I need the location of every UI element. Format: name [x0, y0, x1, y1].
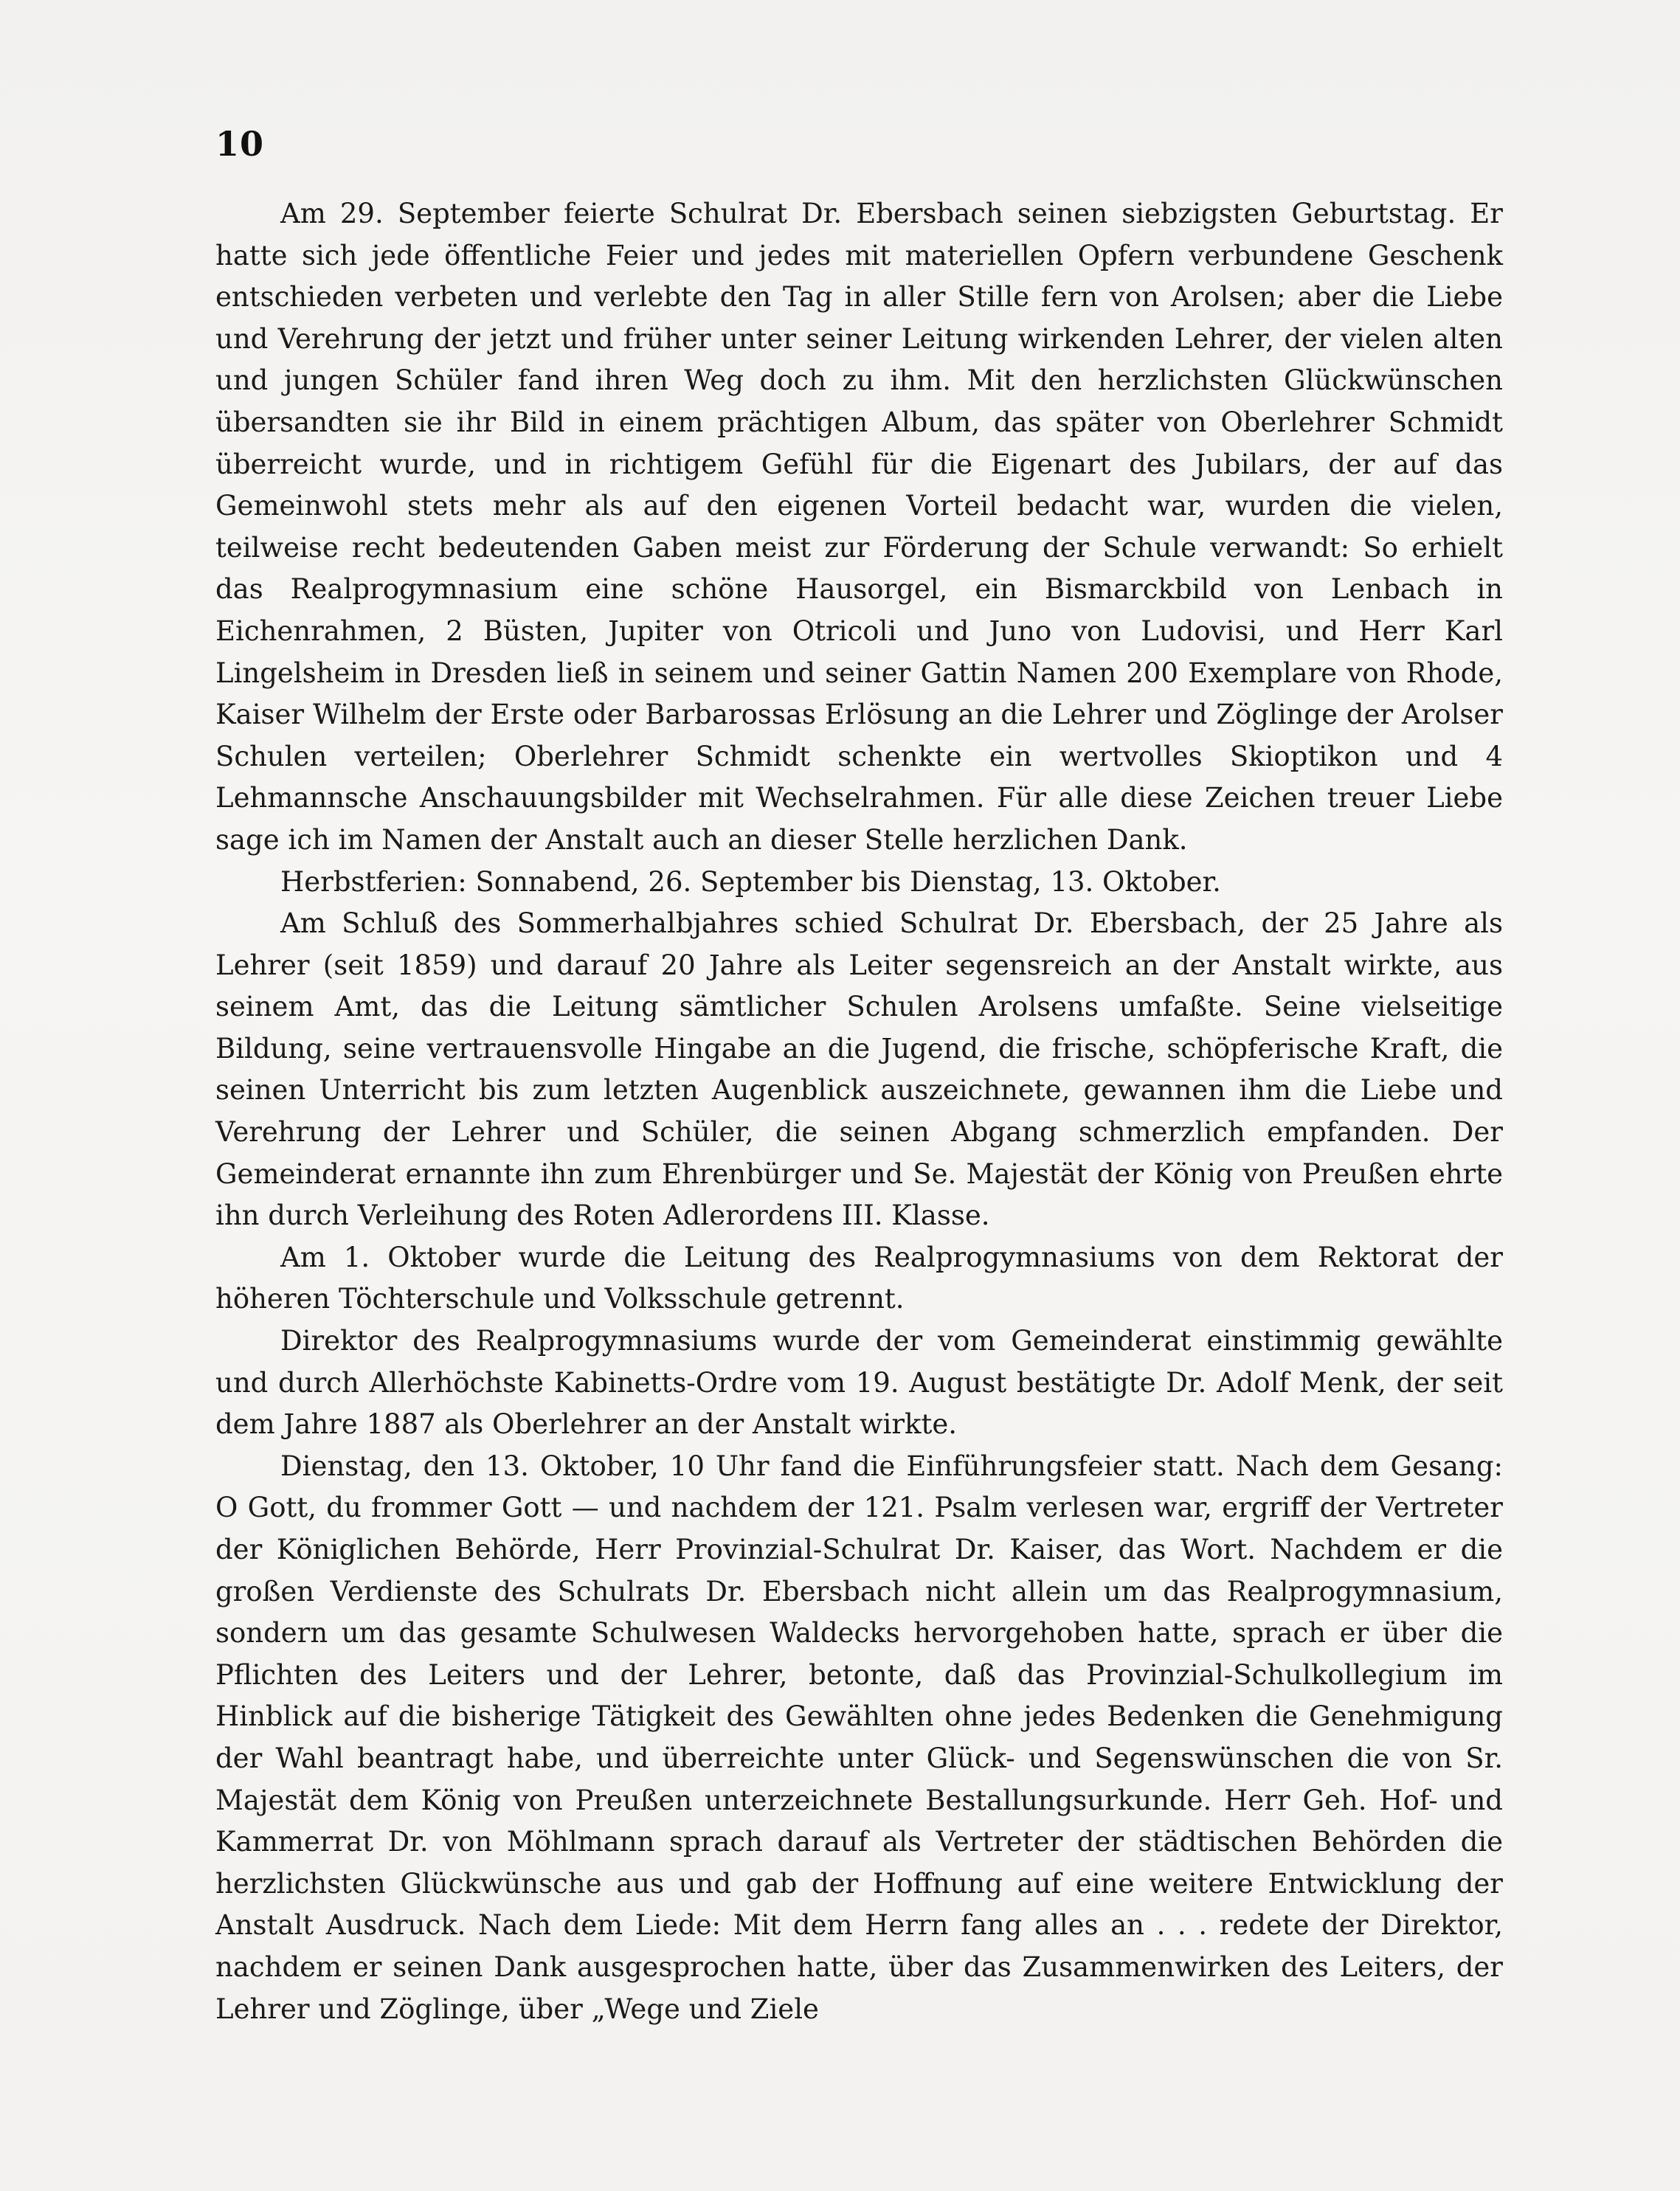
paragraph-birthday: Am 29. September feierte Schulrat Dr. Ebersbach seinen siebzigsten Geburtstag. Er hatte sich jede öffentliche Feier und jedes mit materiellen Opfern verbundene Geschenk entschieden verbeten und verlebte den Tag in aller Stille fern von Arolsen; aber die Liebe und Verehrung der jetzt und früher unter seiner Leitung wirkenden Lehrer, der vielen alten und jungen Schüler fand ihren Weg doch zu ihm. Mit den herzlichsten Glückwünschen übersandten sie ihr Bild in einem prächtigen Album, das später von Oberlehrer Schmidt überreicht wurde, und in richtigem Gefühl für die Eigenart des Jubilars, der auf das Gemeinwohl stets mehr als auf den eigenen Vorteil bedacht war, wurden die vielen, teilweise recht bedeutenden Gaben meist zur Förderung der Schule verwandt: So erhielt das Realprogymnasium eine schöne Hausorgel, ein Bismarckbild von Lenbach in Eichenrahmen, 2 Büsten, Jupiter von Otricoli und Juno von Ludovisi, und Herr Karl Lingelsheim in Dresden ließ in seinem und seiner Gattin Namen 200 Exemplare von Rhode, Kaiser Wilhelm der Erste oder Barbarossas Erlösung an die Lehrer und Zöglinge der Arolser Schulen verteilen; Oberlehrer Schmidt schenkte ein wertvolles Skioptikon und 4 Lehmannsche Anschauungsbilder mit Wechselrahmen. Für alle diese Zeichen treuer Liebe sage ich im Namen der Anstalt auch an dieser Stelle herzlichen Dank. [215, 198, 1503, 856]
paragraph-retirement: Am Schluß des Sommerhalbjahres schied Schulrat Dr. Ebersbach, der 25 Jahre als Lehrer (seit 1859) und darauf 20 Jahre als Leiter segensreich an der Anstalt wirkte, aus seinem Amt, das die Leitung sämtlicher Schulen Arolsens umfaßte. Seine vielseitige Bildung, seine vertrauensvolle Hingabe an die Jugend, die frische, schöpferische Kraft, die seinen Unterricht bis zum letzten Augenblick auszeichnete, gewannen ihm die Liebe und Verehrung der Lehrer und Schüler, die seinen Abgang schmerzlich empfanden. Der Gemeinderat ernannte ihn zum Ehrenbürger und Se. Majestät der König von Preußen ehrte ihn durch Verleihung des Roten Adlerordens III. Klasse. [215, 907, 1503, 1232]
page-number: 10 [215, 124, 265, 164]
paragraph-new-director: Direktor des Realprogymnasiums wurde der vom Gemeinderat einstimmig gewählte und durch Allerhöchste Kabinetts-Ordre vom 19. August bestätigte Dr. Adolf Menk, der seit dem Jahre 1887 als Oberlehrer an der Anstalt wirkte. [215, 1325, 1503, 1441]
paragraph-inauguration: Dienstag, den 13. Oktober, 10 Uhr fand die Einführungsfeier statt. Nach dem Gesang: O Gott, du frommer Gott — und nachdem der 121. Psalm verlesen war, ergriff der Vertreter der Königlichen Behörde, Herr Provinzial-Schulrat Dr. Kaiser, das Wort. Nachdem er die großen Verdienste des Schulrats Dr. Ebersbach nicht allein um das Realprogymnasium, sondern um das gesamte Schulwesen Waldecks hervorgehoben hatte, sprach er über die Pflichten des Leiters und der Lehrer, betonte, daß das Provinzial-Schulkollegium im Hinblick auf die bisherige Tätigkeit des Gewählten ohne jedes Bedenken die Genehmigung der Wahl beantragt habe, und überreichte unter Glück- und Segenswünschen die von Sr. Majestät dem König von Preußen unterzeichnete Bestallungsurkunde. Herr Geh. Hof- und Kammerrat Dr. von Möhlmann sprach darauf als Vertreter der städtischen Behörden die herzlichsten Glückwünsche aus und gab der Hoffnung auf eine weitere Entwicklung der Anstalt Ausdruck. Nach dem Liede: Mit dem Herrn fang alles an . . . redete der Direktor, nachdem er seinen Dank ausgesprochen hatte, über das Zusammenwirken des Leiters, der Lehrer und Zöglinge, über „Wege und Ziele [215, 1450, 1503, 2025]
paragraph-separation: Am 1. Oktober wurde die Leitung des Realprogymnasiums von dem Rektorat der höheren Töchterschule und Volksschule getrennt. [215, 1241, 1503, 1315]
body-text [215, 193, 1503, 2030]
paragraph-autumn-holidays: Herbstferien: Sonnabend, 26. September bis Dienstag, 13. Oktober. [280, 865, 1221, 898]
